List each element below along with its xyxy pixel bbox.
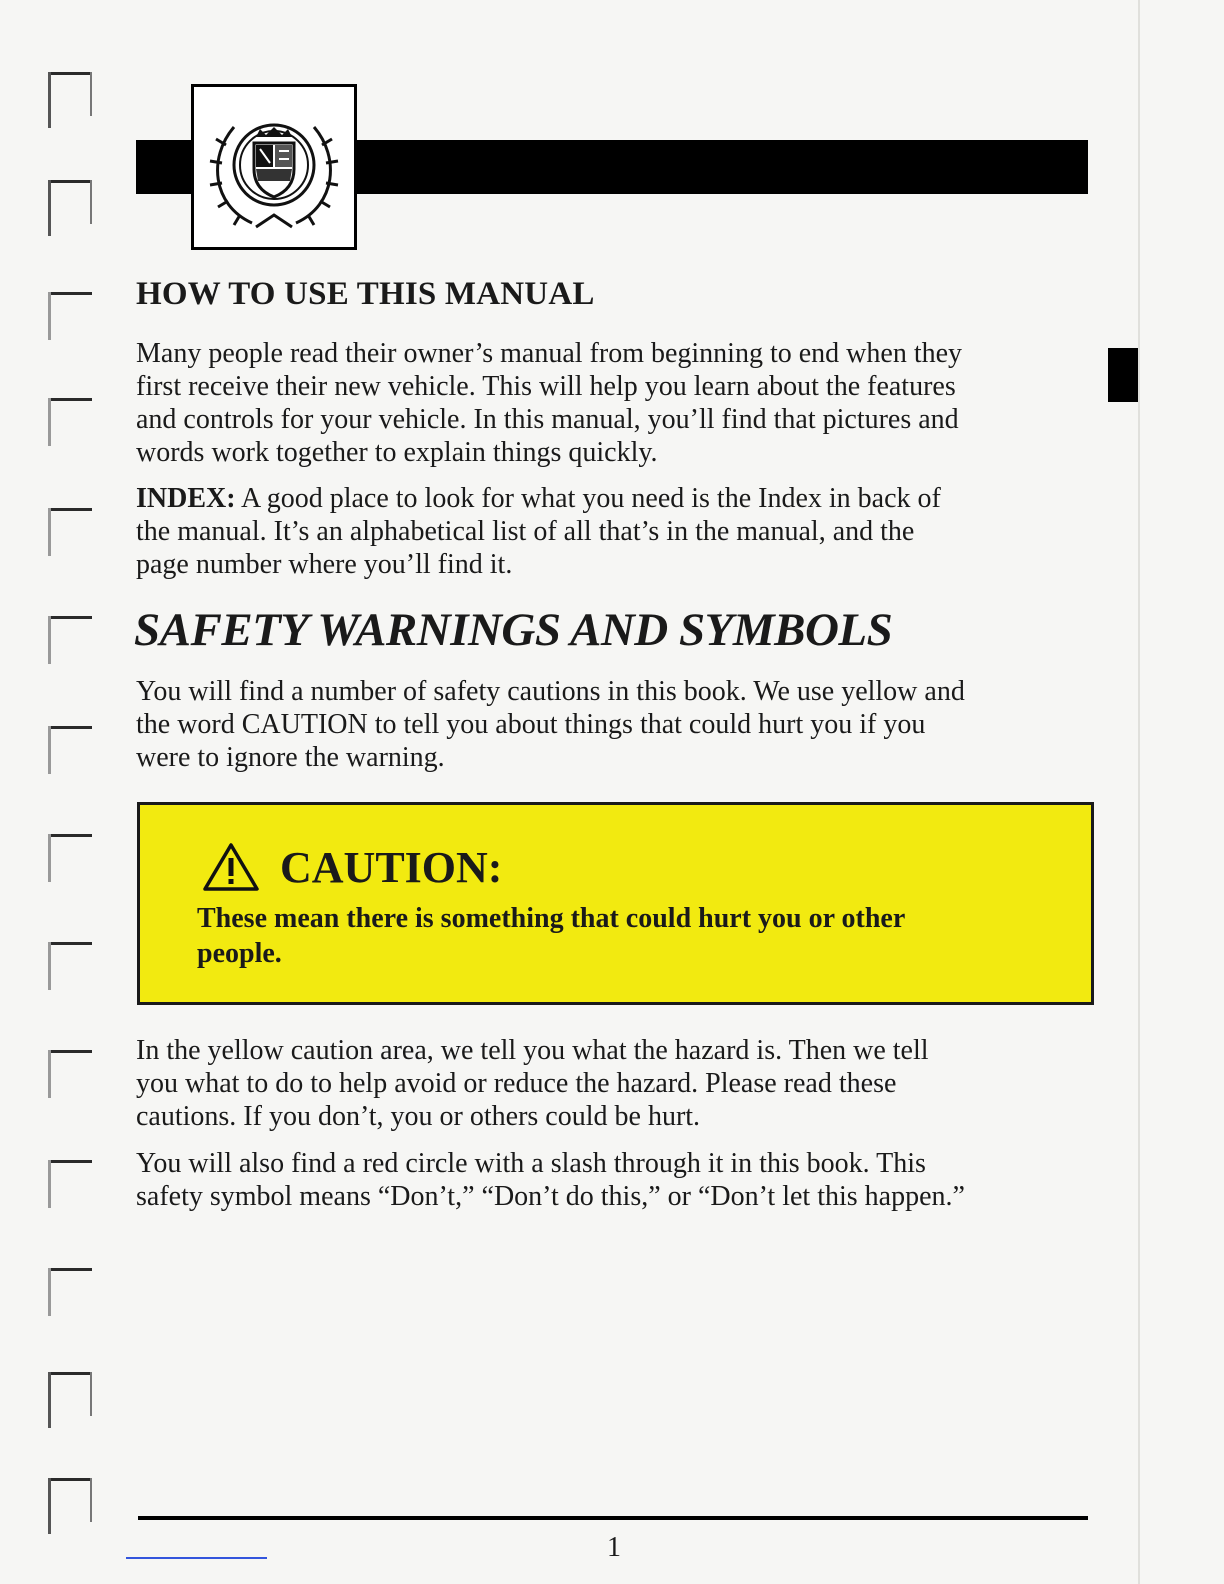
footer-rule xyxy=(138,1516,1088,1520)
binder-mark xyxy=(48,508,92,564)
binder-mark xyxy=(48,1160,92,1216)
warning-triangle-icon xyxy=(202,841,260,893)
safety-intro-paragraph xyxy=(136,675,1086,774)
text-line: first receive their new vehicle. This will help you learn about the features xyxy=(136,371,956,402)
text-line: the manual. It’s an alphabetical list of all that’s in the manual, and the xyxy=(136,516,915,547)
section-tab-marker xyxy=(1108,348,1138,402)
caution-explanation-paragraph xyxy=(136,1034,1086,1133)
index-paragraph xyxy=(136,482,1086,581)
text-line: and controls for your vehicle. In this manual, you’ll find that pictures and xyxy=(136,404,959,435)
text-line: These mean there is something that could hurt you or other xyxy=(197,903,906,934)
caution-title xyxy=(202,841,502,893)
text-line: were to ignore the warning. xyxy=(136,742,445,773)
page-number: 1 xyxy=(607,1532,621,1563)
text-line: people. xyxy=(197,938,282,969)
binder-mark xyxy=(48,180,92,236)
text-line: Many people read their owner’s manual from beginning to end when they xyxy=(136,338,963,369)
binder-mark xyxy=(48,834,92,890)
binder-mark xyxy=(48,1268,92,1324)
text-line: page number where you’ll find it. xyxy=(136,549,513,580)
text-line: You will find a number of safety cautions in this book. We use yellow and xyxy=(136,676,965,707)
binder-mark xyxy=(48,942,92,998)
footer-link-underline[interactable] xyxy=(126,1557,267,1559)
binder-mark xyxy=(48,1478,92,1534)
caution-label: CAUTION: xyxy=(280,842,503,892)
text-line: In the yellow caution area, we tell you what the hazard is. Then we tell xyxy=(136,1035,929,1066)
binder-mark xyxy=(48,1372,92,1428)
caution-body xyxy=(197,901,1057,971)
text-line: safety symbol means “Don’t,” “Don’t do this,” or “Don’t let this happen.” xyxy=(136,1181,965,1212)
text-line: cautions. If you don’t, you or others could be hurt. xyxy=(136,1101,701,1132)
binder-mark xyxy=(48,72,92,128)
binder-mark xyxy=(48,398,92,454)
symbol-explanation-paragraph xyxy=(136,1147,1086,1213)
text-line: you what to do to help avoid or reduce the hazard. Please read these xyxy=(136,1068,897,1099)
index-label: INDEX: xyxy=(136,483,236,514)
text-line: You will also find a red circle with a slash through it in this book. This xyxy=(136,1148,926,1179)
text-line: A good place to look for what you need is the Index in back of xyxy=(235,483,941,514)
text-line: words work together to explain things quickly. xyxy=(136,437,658,468)
binder-mark xyxy=(48,1050,92,1106)
binder-mark xyxy=(48,726,92,782)
how-to-intro-paragraph xyxy=(136,337,1086,469)
how-to-heading: HOW TO USE THIS MANUAL xyxy=(136,276,595,312)
page-edge xyxy=(1138,0,1140,1584)
binder-mark xyxy=(48,616,92,672)
safety-heading: SAFETY WARNINGS AND SYMBOLS xyxy=(134,604,893,656)
binder-mark xyxy=(48,292,92,348)
text-line: the word CAUTION to tell you about things that could hurt you if you xyxy=(136,709,926,740)
caution-box xyxy=(137,802,1094,1005)
crest-and-wreath-icon xyxy=(191,84,357,250)
